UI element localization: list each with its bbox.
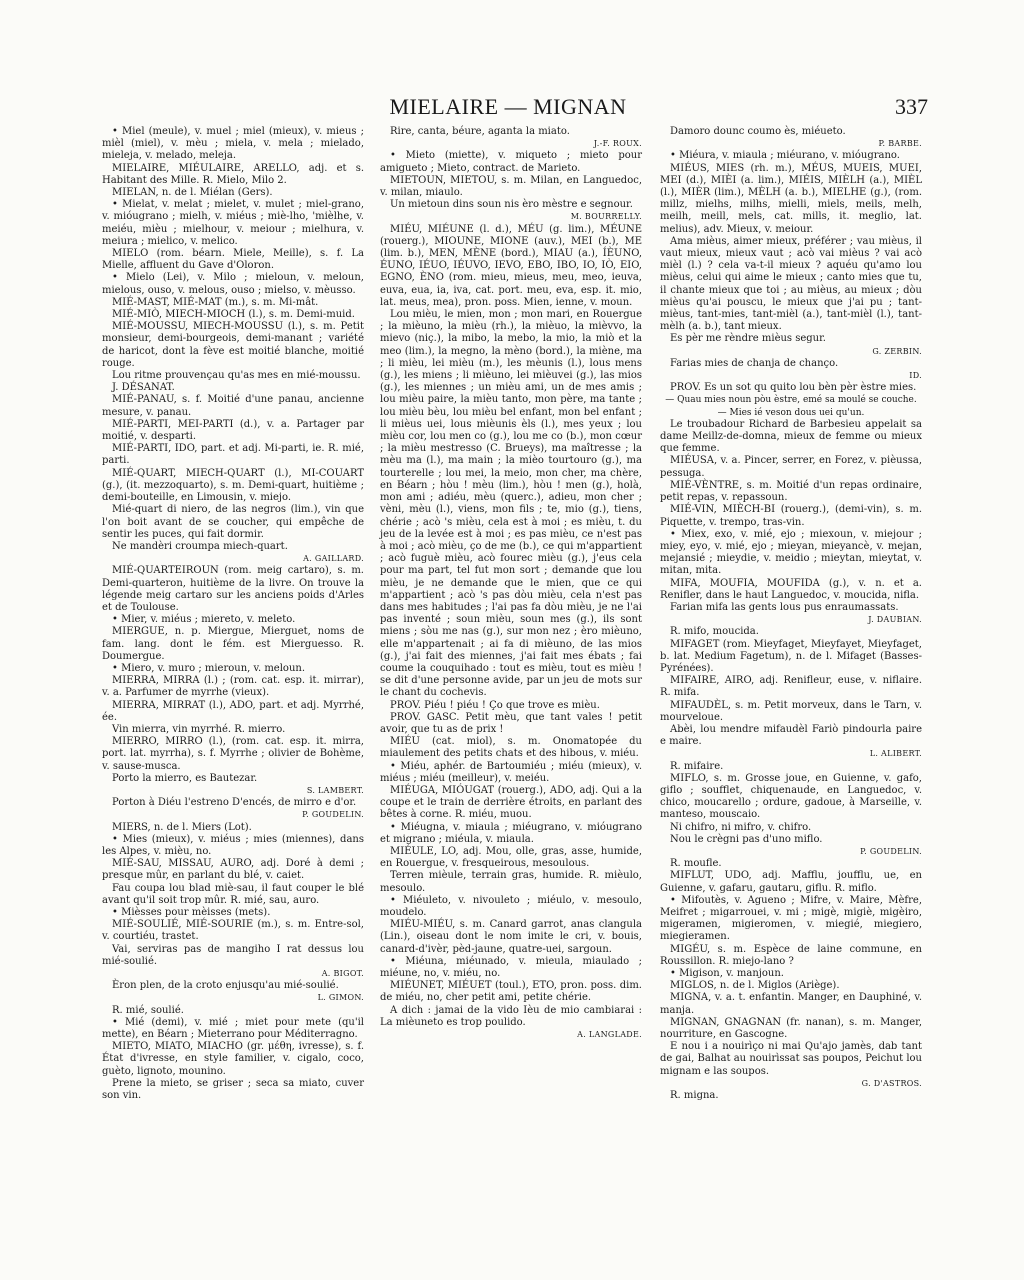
dictionary-entry: MIÉ-VIN, MIÈCH-BI (rouerg.), (demi-vin), s. m. Piquette, v. trempo, tras-vin. <box>660 504 922 528</box>
dictionary-entry: MIGÉU, s. m. Espèce de laine commune, en Roussillon. R. miejo-lano ? <box>660 943 922 967</box>
dictionary-entry: • Miex, exo, v. mié, ejo ; miexoun, v. miejour ; miey, eyo, v. mié, ejo ; mieyan, mieyancè, v. mejan, mejansié ; mieydie, v. meidio ; mieytan, mieytat, v. mitan, mita. <box>660 528 922 577</box>
dictionary-entry: • Miéura, v. miaula ; miéurano, v. mióugrano. <box>670 150 900 162</box>
page-header <box>88 94 928 124</box>
dictionary-entry: Lou ritme prouvençau qu'as mes en mié-moussu. <box>112 370 361 382</box>
dictionary-entry: Ama mièus, aimer mieux, préférer ; vau mièus, il vaut mieux, mieux vaut ; acò vai mièus ? vai acò mièl (l.) ? cela va-t-il mieux ? aquéu qu'amo lou mièus, celui qui aime le mieux ; canto mies que tu, il chante mieux que toi ; au mièus, au mieux ; dòu mièus qu'ai pouscu, le mieux que j'ai pu ; tant-mièus, tant-mies, tant-mièl (a.), tant-mièl (l.), tant-mèlh (a. b.), tant mieux. <box>660 235 922 333</box>
dictionary-entry: MIFLUT, UDO, adj. Mafflu, joufflu, ue, en Guienne, v. gafaru, gautaru, giflu. R. miflo. <box>660 870 922 894</box>
dictionary-entry: R. moufle. <box>670 858 722 870</box>
dictionary-entry: ID. <box>909 371 922 381</box>
dictionary-entry: J.-F. ROUX. <box>593 139 642 149</box>
dictionary-entry: L. GIMON. <box>317 993 364 1003</box>
dictionary-entry: A. BIGOT. <box>321 969 364 979</box>
dictionary-entry: P. BARBE. <box>878 139 922 149</box>
dictionary-entry: • Migison, v. manjoun. <box>670 968 784 980</box>
dictionary-entry: Ni chifro, ni mifro, v. chifro. <box>670 821 812 833</box>
dictionary-entry: MIFAIRE, AIRO, adj. Renifleur, euse, v. niflaire. R. mifa. <box>660 675 922 699</box>
dictionary-entry: — Quau mies noun pòu èstre, emé sa moulé se couche. <box>665 395 917 406</box>
dictionary-entry: • Mielat, v. melat ; mielet, v. mulet ; miel-grano, v. mióugrano ; mielh, v. miéus ; miè-lho, 'mièlhe, v. meiéu, mièu ; mielhour, v. meiour ; mielhura, v. meiura ; mielico, v. melico. <box>102 199 364 247</box>
dictionary-entry: MIÉUS, MIES (rh. m.), MÉUS, MUEIS, MUEI, MEI (d.), MIÈI (a. lim.), MIÉIS, MIÈLH (a.), MIÈL (l.), MIÈR (lim.), MÈLH (a. b.), MIELHE (g.), (rom. millz, mielhs, milhs, mielli, miels, meils, melh, meilh, meill, mels, cat. mills, it. meglio, lat. melius), adv. Mieux, v. meiour. <box>660 162 922 235</box>
dictionary-entry: • Mieto (miette), v. miqueto ; mieto pour amigueto ; Mieto, contract. de Marieto. <box>380 150 642 174</box>
dictionary-entry: MIÉ-PANAU, s. f. Moitié d'une panau, ancienne mesure, v. panau. <box>102 394 364 418</box>
dictionary-entry: MIÉ-MAST, MIÉ-MAT (m.), s. m. Mi-mât. <box>112 296 319 308</box>
dictionary-entry: • Mifoutès, v. Agueno ; Mifre, v. Maire, Mèfre, Meifret ; migarrouei, v. mi ; migè, migiè, migèiro, migeramen, migieromen, v. miegié, miegiero, miegieramen. <box>660 894 922 943</box>
dictionary-entry: Nou le crègni pas d'uno miflo. <box>670 833 823 845</box>
dictionary-entry: Farias mies de chanja de chanço. <box>670 357 839 369</box>
dictionary-entry: MIÉ-SAU, MISSAU, AURO, adj. Doré à demi ; presque mûr, en parlant du blé, v. caiet. <box>102 858 364 882</box>
dictionary-entry: PROV. Piéu ! piéu ! Ço que trove es mièu. <box>390 699 600 711</box>
dictionary-entry: MIÉU, MIÉUNE (l. d.), MÉU (g. lim.), MÉUNE (rouerg.), MIOUNE, MIONE (auv.), MEI (b.), ME (lim. b.), MEN, MÈNE (bord.), MIAU (a.), ÍÈUNO, ÉUNO, IÉUO, IÉUVO, IEVO, EBO, IBO, IO, IÒ, EIO, EGNO, ÈNO (rom. mieu, mieus, meu, meo, ieuva, euva, eua, ia, iva, cat. port. meu, eva, esp. it. mio, lat. meus, mea), pron. poss. Mien, ienne, v. moun. <box>380 223 642 308</box>
dictionary-entry: MIÉ-MOUSSU, MIECH-MOUSSU (l.), s. m. Petit monsieur, demi-bourgeois, demi-manant ; variété de haricot, dont la fève est moitié blanche, moitié rouge. <box>102 321 364 369</box>
dictionary-entry: Èron plen, de la croto enjusqu'au mié-soulié. <box>112 980 339 992</box>
dictionary-entry: MIETO, MIATO, MIACHO (gr. μέθη, ivresse), s. f. État d'ivresse, en style familier, v. cigalo, coco, guèto, lignoto, mounino. <box>102 1041 364 1077</box>
page-number: 337 <box>895 94 928 119</box>
dictionary-entry: P. GOUDELIN. <box>302 810 364 820</box>
dictionary-entry: Fau coupa lou blad miè-sau, il faut couper le blé avant qu'il soit trop mûr. R. mié, sau, auro. <box>102 882 364 906</box>
dictionary-entry: MIÉUSA, v. a. Pincer, serrer, en Forez, v. pièussa, pessuga. <box>660 455 922 479</box>
dictionary-entry: • Mié (demi), v. mié ; miet pour mete (qu'il mette), en Béarn ; Mieterrano pour Méditerragno. <box>102 1016 364 1041</box>
dictionary-entry: MIFAGET (rom. Mieyfaget, Mieyfayet, Mieyfaget, b. lat. Medium Fagetum), n. de l. Mifaget (Basses-Pyrénées). <box>660 638 922 674</box>
dictionary-entry: • Mielo (Lei), v. Milo ; mieloun, v. meloun, mielous, ouso, v. melous, ouso ; mielso, v. mèusso. <box>102 272 364 296</box>
dictionary-entry: Vin mierra, vin myrrhé. R. mierro. <box>112 723 286 735</box>
dictionary-entry: Terren mièule, terrain gras, humide. R. mièulo, mesoulo. <box>380 870 642 894</box>
dictionary-entry: Farian mifa las gents lous pus enraumassats. <box>670 601 899 613</box>
dictionary-entry: MIERRO, MIRRO (l.), (rom. cat. esp. it. mirra, port. lat. myrrha), s. f. Myrrhe ; olivier de Bohème, v. sause-musca. <box>102 736 364 772</box>
dictionary-entry: Un mietoun dins soun nis èro mèstre e segnour. <box>390 199 633 211</box>
dictionary-entry: Rire, canta, béure, aganta la miato. <box>390 126 570 137</box>
dictionary-entry: • Miel (meule), v. muel ; miel (mieux), v. mieus ; mièl (miel), v. mèu ; miela, v. mela ; mielado, mieleja, v. melado, meleja. <box>102 126 364 162</box>
dictionary-entry: S. LAMBERT. <box>306 785 364 795</box>
dictionary-entry: MIÉ-QUART, MIECH-QUART (l.), MI-COUART (g.), (it. mezzoquarto), s. m. Demi-quart, huitième ; demi-bouteille, en Limousin, v. miejo. <box>102 467 364 504</box>
dictionary-entry: • Mièsses pour mèisses (mets). <box>112 907 271 918</box>
dictionary-entry: • Mier, v. miéus ; miereto, v. meleto. <box>112 614 296 626</box>
dictionary-entry: R. mifaire. <box>670 760 724 772</box>
dictionary-entry: MIÉ-VÈNTRE, s. m. Moitié d'un repas ordinaire, petit repas, v. repassoun. <box>660 479 922 504</box>
dictionary-entry: MIÉ-QUARTEIROUN (rom. meig cartaro), s. m. Demi-quarteron, huitième de la livre. On trouve la légende meig cartaro sur les anciens poids d'Arles et de Toulouse. <box>102 565 364 613</box>
dictionary-entry: J. DÉSANAT. <box>112 382 175 394</box>
dictionary-entry: Vai, serviras pas de mangiho I rat dessus lou mié-soulié. <box>102 943 364 967</box>
dictionary-entry: MIERRA, MIRRAT (l.), ADO, part. et adj. Myrrhé, ée. <box>102 699 364 723</box>
dictionary-entry: Ne mandèri croumpa miech-quart. <box>112 540 288 552</box>
dictionary-entry: PROV. GASC. Petit mèu, que tant vales ! petit avoir, que tu as de prix ! <box>380 711 642 735</box>
column-left <box>102 126 364 1102</box>
dictionary-entry: • Miero, v. muro ; mieroun, v. meloun. <box>112 662 305 674</box>
running-head: MIELAIRE — MIGNAN <box>389 94 627 119</box>
dictionary-entry: A. GAILLARD. <box>303 554 364 564</box>
dictionary-entry: Abèi, lou mendre mifaudèl Fariò pindourla paire e maire. <box>660 723 922 748</box>
dictionary-entry: MIETOUN, MIETOU, s. m. Milan, en Languedoc, v. milan, miaulo. <box>380 174 642 199</box>
dictionary-entry: Es pèr me rèndre mièus segur. <box>670 333 826 345</box>
dictionary-entry: MIÉ-SOULIÉ, MIÉ-SOURIE (m.), s. m. Entre-sol, v. courtiéu, trastet. <box>102 919 364 943</box>
dictionary-entry: • Miéuna, miéunado, v. mieula, miaulado ; miéune, no, v. miéu, no. <box>380 955 642 980</box>
dictionary-entry: MIELO (rom. béarn. Miele, Meille), s. f. La Mielle, affluent du Gave d'Oloron. <box>102 248 364 272</box>
dictionary-entry: G. ZERBIN. <box>872 346 922 356</box>
dictionary-entry: MIÉ-MIÒ, MIECH-MIOCH (l.), s. m. Demi-muid. <box>112 309 355 321</box>
dictionary-entry: G. D'ASTROS. <box>861 1078 922 1088</box>
column-right <box>660 126 922 1102</box>
dictionary-entry: • Miéuleto, v. nivouleto ; miéulo, v. mesoulo, moudelo. <box>380 894 642 918</box>
dictionary-entry: • Mies (mieux), v. miéus ; mies (miennes), dans les Alpes, v. mièu, no. <box>102 833 364 857</box>
dictionary-entry: MIGNAN, GNAGNAN (fr. nanan), s. m. Manger, nourriture, en Gascogne. <box>660 1016 922 1041</box>
dictionary-entry: MIFA, MOUFIA, MOUFIDA (g.), v. n. et a. Renifler, dans le haut Languedoc, v. moucida, nifla. <box>660 577 922 601</box>
dictionary-entry: Le troubadour Richard de Barbesieu appelait sa dame Meillz-de-domna, mieux de femme ou mieux que femme. <box>660 418 922 455</box>
dictionary-entry: MIÉUGA, MIÓUGAT (rouerg.), ADO, adj. Qui a la coupe et le train de derrière étroits, en parlant des bêtes à corne. R. miéu, muou. <box>380 784 642 821</box>
dictionary-entry: MIFLO, s. m. Grosse joue, en Guienne, v. gafo, giflo ; soufflet, chiquenaude, en Languedoc, v. chico, moucarello ; ordure, gadoue, à Marseille, v. manteso, mouscaio. <box>660 772 922 821</box>
dictionary-entry: MIÉULE, LO, adj. Mou, olle, gras, asse, humide, en Rouergue, v. fresqueirous, mesoulous. <box>380 845 642 870</box>
dictionary-entry: Mié-quart di niero, de las negros (lim.), vin que l'on boit avant de se coucher, qui empêche de sentir les puces, qui fait dormir. <box>102 504 364 540</box>
dictionary-entry: MIGLOS, n. de l. Miglos (Ariège). <box>670 980 840 992</box>
dictionary-entry: R. migna. <box>670 1090 719 1102</box>
dictionary-entry: PROV. Es un sot qu quito lou bèn pèr èstre mies. <box>670 382 917 394</box>
dictionary-entry: MIÉ-PARTI, MEI-PARTI (d.), v. a. Partager par moitié, v. desparti. <box>102 418 364 443</box>
dictionary-entry: Porton à Diéu l'estreno D'encés, de mirro e d'or. <box>112 797 357 809</box>
column-middle <box>380 126 642 1041</box>
dictionary-entry: P. GOUDELIN. <box>860 846 922 856</box>
dictionary-entry: MIÉUNET, MIÉUET (toul.), ETO, pron. poss. dim. de miéu, no, cher petit ami, petite chérie. <box>380 980 642 1004</box>
dictionary-entry: MIERGUE, n. p. Miergue, Mierguet, noms de fam. lang. dont le fém. est Mierguesso. R. Doumergue. <box>102 626 364 662</box>
dictionary-entry: MIFAUDÈL, s. m. Petit morveux, dans le Tarn, v. mourveloue. <box>660 699 922 723</box>
dictionary-entry: • Miéu, aphér. de Bartoumiéu ; miéu (mieux), v. miéus ; miéu (meilleur), v. meiéu. <box>380 760 642 784</box>
dictionary-entry: MIERRA, MIRRA (l.) ; (rom. cat. esp. it. mirrar), v. a. Parfumer de myrrhe (vieux). <box>102 675 364 699</box>
dictionary-entry: Porto la mierro, es Bautezar. <box>112 772 258 784</box>
dictionary-entry: • Miéugna, v. miaula ; miéugrano, v. mióugrano et migrano ; miéula, v. miaula. <box>380 821 642 845</box>
dictionary-entry: MIERS, n. de l. Miers (Lot). <box>112 821 252 833</box>
dictionary-entry: MIELAN, n. de l. Miélan (Gers). <box>112 187 273 199</box>
dictionary-entry: MIELAIRE, MIÉULAIRE, ARELLO, adj. et s. Habitant des Mille. R. Mielo, Milo 2. <box>102 162 364 186</box>
dictionary-entry: J. DAUBIAN. <box>868 615 922 625</box>
dictionary-entry: E nou i a nouirìço ni mai Qu'ajo jamès, dab tant de gai, Balhat au nouirìssat sas poupos, Peichut lou mignam e las soupos. <box>660 1041 922 1077</box>
dictionary-entry: A dich : jamai de la vido Ièu de mio cambiarai : La mièuneto es trop poulido. <box>380 1004 642 1028</box>
dictionary-entry: A. LANGLADE. <box>577 1030 642 1040</box>
dictionary-entry: — Mies ié veson dous uei qu'un. <box>717 407 865 418</box>
dictionary-entry: MIÉU (cat. miol), s. m. Onomatopée du miaulement des petits chats et des hibous, v. miéu. <box>380 736 642 760</box>
dictionary-entry: MIÉU-MIÉU, s. m. Canard garrot, anas clangula (Lin.), oiseau dont le nom imite le cri, v. bouis, canard-d'ivèr, pèd-jaune, quatre-uei, sargoun. <box>380 919 642 955</box>
dictionary-entry: R. mifo, moucida. <box>670 626 759 638</box>
dictionary-entry: M. BOURRELLY. <box>570 212 642 222</box>
dictionary-entry: MIÉ-PARTI, IDO, part. et adj. Mi-parti, ie. R. mié, parti. <box>102 443 364 467</box>
dictionary-entry: Damoro dounc coumo ès, miéueto. <box>670 126 846 137</box>
dictionary-entry: Prene la mieto, se griser ; seca sa miato, cuver son vin. <box>102 1077 364 1102</box>
dictionary-entry: L. ALIBERT. <box>869 749 922 759</box>
dictionary-entry: MIGNA, v. a. t. enfantin. Manger, en Dauphiné, v. manja. <box>660 992 922 1016</box>
dictionary-entry: Lou mièu, le mien, mon ; mon mari, en Rouergue ; la mièuno, la mièu (rh.), la mièuo, la mièvvo, la mievo (niç.), la mibo, la mebo, la mio, la miò et la meo (lim.), la megno, la mèno (bord.), la miène, ma ; li mièu, lei mièu (m.), les mèunis (l.), lous mens (g.), les miens ; li mièuno, lei mièuvei (g.), las mios (g.), les miennes ; un mièu ami, un de mes amis ; lou mièu paire, la mièu tanto, mon père, ma tante ; lou mièu bèu, lou mièu bel enfant, mon bel enfant ; li mièus uei, lous mièunis èls (l.), mes yeux ; lou mièu cor, lou men co (g.), lou me co (b.), mon cœur ; la mièu mestresso (C. Brueys), ma maîtresse ; la mèu ma (l.), ma main ; la mièo tourtouro (g.), ma tourterelle ; lou mei, la meio, mon cher, ma chère, en Béarn ; hòu ! mèu (lim.), hòu ! men (g.), holà, mon ami ; adiéu, mèu (querc.), adieu, mon cher ; vèni, mèu (l.), viens, mon fils ; te, mio (g.), tiens, chérie ; acò 's mièu, cela est à moi ; es mièu, t. du jeu de la levée est à moi ; es pas mièu, ce n'est pas à moi ; acò mièu, ço de me (b.), ce qui m'appartient ; acò fuguè mièu, acò fourec mièu (g.), j'eus cela pour ma part, tel fut mon sort ; demande que lou mièu, je ne demande que le mien, que ce qui m'appartient ; acò 's pas dòu mièu, cela n'est pas dans mes habitudes ; l'ai pas fa dòu mièu, je ne l'ai pas inventé ; soun mièu, soun mes (g.), ils sont miens ; sòu me nas (g.), sur mon nez ; èro mièuno, elle m'appartenait ; ai fa di mièuno, de las mios (g.), j'ai fait des miennes, j'ai fait mes ébats ; fai coume la couquihado : tout es mièu, tout es mièu ! se dit d'une personne avide, par un jeu de mots sur le chant du cochevis. <box>380 309 642 699</box>
dictionary-entry: R. mié, soulié. <box>112 1004 184 1016</box>
